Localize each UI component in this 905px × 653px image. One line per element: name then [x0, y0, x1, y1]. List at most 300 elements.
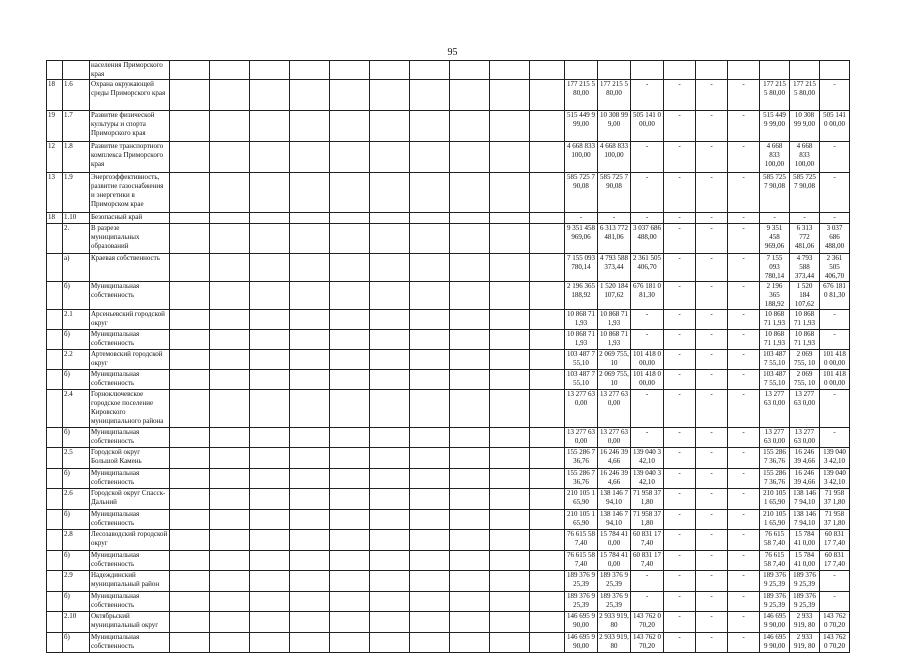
empty-cell	[250, 61, 290, 80]
amount-cell: 138 146 7 94,10	[598, 510, 631, 530]
empty-cell	[490, 612, 530, 633]
empty-cell	[330, 428, 370, 448]
amount-cell: 16 246 39 4,66	[790, 469, 820, 489]
amount-cell: -	[728, 173, 760, 213]
empty-cell	[450, 350, 490, 370]
empty-cell	[210, 469, 250, 489]
empty-cell	[410, 530, 450, 551]
empty-cell	[490, 469, 530, 489]
empty-cell	[330, 551, 370, 571]
empty-cell	[250, 80, 290, 111]
amount-cell: 146 695 9 90,00	[565, 612, 598, 633]
amount-cell: -	[820, 142, 850, 173]
empty-cell	[290, 510, 330, 530]
amount-cell: -	[728, 551, 760, 571]
table-row	[47, 142, 850, 173]
section-number-cell: 1.8	[63, 142, 90, 173]
amount-cell: -	[664, 530, 696, 551]
empty-cell	[330, 530, 370, 551]
row-index-cell	[47, 282, 63, 310]
empty-cell	[250, 254, 290, 282]
amount-cell: -	[631, 80, 664, 111]
amount-cell: -	[728, 390, 760, 428]
amount-cell: -	[696, 282, 728, 310]
empty-cell	[410, 489, 450, 510]
amount-cell: -	[728, 224, 760, 254]
row-index-cell	[47, 551, 63, 571]
section-number-cell: 2.	[63, 224, 90, 254]
empty-cell	[250, 571, 290, 592]
empty-cell	[490, 510, 530, 530]
amount-cell: 2 069 755, 10	[790, 370, 820, 390]
table-row	[47, 510, 850, 530]
table-row	[47, 173, 850, 213]
empty-cell	[530, 633, 565, 653]
amount-cell: 10 868 71 1,93	[760, 330, 790, 350]
amount-cell: 585 725 7 90,08	[790, 173, 820, 213]
amount-cell: 101 418 0 00,00	[820, 350, 850, 370]
empty-cell	[410, 111, 450, 142]
amount-cell: -	[664, 571, 696, 592]
amount-cell: 3 037 686 488,00	[631, 224, 664, 254]
amount-cell: 13 277 63 0,00	[790, 428, 820, 448]
empty-cell	[250, 224, 290, 254]
amount-cell: 2 069 755, 10	[790, 350, 820, 370]
amount-cell: 146 695 9 90,00	[565, 633, 598, 653]
amount-cell: 189 376 9 25,39	[760, 571, 790, 592]
empty-cell	[290, 330, 330, 350]
row-index-cell	[47, 530, 63, 551]
section-number-cell: 2.1	[63, 310, 90, 330]
amount-cell: 155 286 7 36,76	[565, 448, 598, 469]
amount-cell: 15 784 41 0,00	[598, 530, 631, 551]
amount-cell: -	[664, 254, 696, 282]
empty-cell	[170, 390, 210, 428]
amount-cell: -	[664, 173, 696, 213]
row-index-cell	[47, 370, 63, 390]
row-name-cell: Городской округ Спасск-Дальний	[90, 489, 170, 510]
row-index-cell	[47, 330, 63, 350]
amount-cell: -	[696, 448, 728, 469]
amount-cell: 2 361 505 406,70	[631, 254, 664, 282]
empty-cell	[170, 612, 210, 633]
row-index-cell	[47, 571, 63, 592]
row-name-cell: Муниципальная собственность	[90, 633, 170, 653]
amount-cell: -	[820, 428, 850, 448]
amount-cell: 9 351 458 969,06	[760, 224, 790, 254]
row-name-cell: Муниципальная собственность	[90, 370, 170, 390]
amount-cell: 515 449 9 99,00	[565, 111, 598, 142]
empty-cell	[290, 489, 330, 510]
amount-cell: 189 376 9 25,39	[598, 592, 631, 612]
amount-cell: -	[664, 612, 696, 633]
empty-cell	[330, 350, 370, 370]
amount-cell	[598, 61, 631, 80]
amount-cell: 1 520 184 107,62	[598, 282, 631, 310]
amount-cell: -	[631, 142, 664, 173]
row-name-cell: Надеждинский муниципальный район	[90, 571, 170, 592]
amount-cell: 10 308 99 9,00	[598, 111, 631, 142]
amount-cell: 4 668 833 100,00	[760, 142, 790, 173]
amount-cell: -	[820, 571, 850, 592]
empty-cell	[490, 80, 530, 111]
empty-cell	[530, 213, 565, 224]
empty-cell	[170, 530, 210, 551]
amount-cell: -	[696, 571, 728, 592]
row-index-cell	[47, 612, 63, 633]
amount-cell: 515 449 9 99,00	[760, 111, 790, 142]
empty-cell	[490, 330, 530, 350]
empty-cell	[530, 428, 565, 448]
amount-cell: -	[728, 448, 760, 469]
empty-cell	[210, 350, 250, 370]
section-number-cell: а)	[63, 254, 90, 282]
amount-cell: 585 725 7 90,08	[598, 173, 631, 213]
table-row	[47, 633, 850, 653]
row-name-cell: Арсеньевский городской округ	[90, 310, 170, 330]
empty-cell	[450, 489, 490, 510]
empty-cell	[170, 510, 210, 530]
empty-cell	[290, 469, 330, 489]
amount-cell: -	[696, 213, 728, 224]
empty-cell	[330, 213, 370, 224]
empty-cell	[370, 530, 410, 551]
empty-cell	[330, 111, 370, 142]
amount-cell: 4 793 588 373,44	[790, 254, 820, 282]
amount-cell: 6 313 772 481,06	[598, 224, 631, 254]
table-row	[47, 448, 850, 469]
amount-cell: 3 037 686 488,00	[820, 224, 850, 254]
empty-cell	[410, 173, 450, 213]
empty-cell	[250, 428, 290, 448]
amount-cell: 13 277 63 0,00	[790, 390, 820, 428]
amount-cell: 7 155 093 780,14	[565, 254, 598, 282]
table-row	[47, 80, 850, 111]
empty-cell	[290, 592, 330, 612]
row-index-cell: 18	[47, 80, 63, 111]
amount-cell: 676 181 0 81,30	[631, 282, 664, 310]
empty-cell	[490, 282, 530, 310]
amount-cell: -	[696, 530, 728, 551]
amount-cell: 155 286 7 36,76	[760, 448, 790, 469]
empty-cell	[210, 428, 250, 448]
amount-cell: 4 793 588 373,44	[598, 254, 631, 282]
amount-cell: -	[728, 469, 760, 489]
amount-cell: 210 105 1 65,90	[565, 510, 598, 530]
amount-cell: 2 933 919, 80	[598, 612, 631, 633]
row-index-cell	[47, 448, 63, 469]
empty-cell	[370, 224, 410, 254]
empty-cell	[250, 142, 290, 173]
table-row	[47, 330, 850, 350]
table-row	[47, 370, 850, 390]
empty-cell	[530, 111, 565, 142]
amount-cell: 138 146 7 94,10	[790, 489, 820, 510]
amount-cell: -	[728, 80, 760, 111]
amount-cell: -	[631, 173, 664, 213]
empty-cell	[290, 612, 330, 633]
amount-cell: -	[664, 330, 696, 350]
amount-cell: -	[565, 213, 598, 224]
amount-cell: 4 668 833 100,00	[790, 142, 820, 173]
amount-cell: 2 933 919, 80	[790, 612, 820, 633]
amount-cell: 101 418 0 00,00	[631, 350, 664, 370]
empty-cell	[210, 173, 250, 213]
section-number-cell: 2.4	[63, 390, 90, 428]
empty-cell	[490, 224, 530, 254]
amount-cell: -	[820, 213, 850, 224]
amount-cell: -	[631, 592, 664, 612]
amount-cell: -	[696, 111, 728, 142]
section-number-cell: 2.5	[63, 448, 90, 469]
empty-cell	[170, 61, 210, 80]
empty-cell	[490, 142, 530, 173]
row-name-cell: Безопасный край	[90, 213, 170, 224]
amount-cell: 13 277 63 0,00	[565, 390, 598, 428]
empty-cell	[330, 224, 370, 254]
empty-cell	[450, 111, 490, 142]
amount-cell: 10 868 71 1,93	[565, 310, 598, 330]
empty-cell	[210, 612, 250, 633]
amount-cell: 146 695 9 90,00	[760, 612, 790, 633]
amount-cell: 76 615 58 7,40	[760, 551, 790, 571]
empty-cell	[330, 633, 370, 653]
row-name-cell: Октябрьский муниципальный округ	[90, 612, 170, 633]
empty-cell	[490, 489, 530, 510]
empty-cell	[250, 510, 290, 530]
empty-cell	[170, 571, 210, 592]
empty-cell	[490, 448, 530, 469]
empty-cell	[530, 61, 565, 80]
empty-cell	[170, 330, 210, 350]
amount-cell: 13 277 63 0,00	[598, 390, 631, 428]
empty-cell	[370, 370, 410, 390]
amount-cell: 189 376 9 25,39	[565, 592, 598, 612]
row-index-cell: 12	[47, 142, 63, 173]
empty-cell	[450, 571, 490, 592]
amount-cell: 2 361 505 406,70	[820, 254, 850, 282]
amount-cell: 4 668 833 100,00	[598, 142, 631, 173]
amount-cell: 143 762 0 70,20	[820, 612, 850, 633]
row-index-cell	[47, 510, 63, 530]
amount-cell: 177 215 5 80,00	[760, 80, 790, 111]
empty-cell	[250, 213, 290, 224]
amount-cell: -	[664, 310, 696, 330]
empty-cell	[210, 592, 250, 612]
empty-cell	[530, 224, 565, 254]
row-name-cell: Городской округ Большой Камень	[90, 448, 170, 469]
amount-cell: 2 196 365 188,92	[760, 282, 790, 310]
empty-cell	[370, 80, 410, 111]
amount-cell: 138 146 7 94,10	[790, 510, 820, 530]
table-row	[47, 428, 850, 448]
empty-cell	[450, 428, 490, 448]
empty-cell	[210, 530, 250, 551]
empty-cell	[450, 510, 490, 530]
empty-cell	[450, 390, 490, 428]
table-row	[47, 390, 850, 428]
amount-cell: 9 351 458 969,06	[565, 224, 598, 254]
amount-cell: 10 868 71 1,93	[598, 310, 631, 330]
amount-cell: -	[664, 142, 696, 173]
empty-cell	[330, 571, 370, 592]
empty-cell	[530, 530, 565, 551]
amount-cell: -	[728, 370, 760, 390]
amount-cell	[565, 61, 598, 80]
section-number-cell: б)	[63, 282, 90, 310]
empty-cell	[170, 142, 210, 173]
empty-cell	[250, 330, 290, 350]
row-name-cell: Краевая собственность	[90, 254, 170, 282]
amount-cell: 138 146 7 94,10	[598, 489, 631, 510]
amount-cell	[820, 61, 850, 80]
amount-cell: -	[728, 592, 760, 612]
empty-cell	[490, 390, 530, 428]
amount-cell: -	[696, 551, 728, 571]
empty-cell	[410, 390, 450, 428]
empty-cell	[330, 282, 370, 310]
page-number: 95	[447, 47, 458, 58]
section-number-cell: 1.6	[63, 80, 90, 111]
row-name-cell: Горноключевское городское поселение Кировского муниципального района	[90, 390, 170, 428]
amount-cell: -	[664, 213, 696, 224]
amount-cell: -	[728, 111, 760, 142]
empty-cell	[450, 254, 490, 282]
amount-cell	[696, 61, 728, 80]
empty-cell	[170, 428, 210, 448]
empty-cell	[410, 428, 450, 448]
empty-cell	[410, 612, 450, 633]
section-number-cell: 2.8	[63, 530, 90, 551]
section-number-cell: б)	[63, 428, 90, 448]
amount-cell: 76 615 58 7,40	[565, 551, 598, 571]
amount-cell: 2 933 919, 80	[790, 633, 820, 653]
row-name-cell: Муниципальная собственность	[90, 282, 170, 310]
empty-cell	[370, 510, 410, 530]
empty-cell	[530, 551, 565, 571]
amount-cell: 177 215 5 80,00	[565, 80, 598, 111]
amount-cell: 101 418 0 00,00	[820, 370, 850, 390]
amount-cell: 2 069 755, 10	[598, 350, 631, 370]
amount-cell	[790, 61, 820, 80]
empty-cell	[290, 254, 330, 282]
section-number-cell: б)	[63, 633, 90, 653]
section-number-cell: 2.9	[63, 571, 90, 592]
empty-cell	[450, 61, 490, 80]
amount-cell: -	[664, 469, 696, 489]
empty-cell	[530, 330, 565, 350]
empty-cell	[370, 489, 410, 510]
amount-cell: 4 668 833 100,00	[565, 142, 598, 173]
amount-cell: 15 784 41 0,00	[598, 551, 631, 571]
table-row	[47, 310, 850, 330]
amount-cell: 189 376 9 25,39	[790, 571, 820, 592]
empty-cell	[290, 350, 330, 370]
table-row	[47, 489, 850, 510]
empty-cell	[410, 142, 450, 173]
amount-cell	[664, 61, 696, 80]
empty-cell	[530, 80, 565, 111]
amount-cell: 676 181 0 81,30	[820, 282, 850, 310]
amount-cell: -	[820, 390, 850, 428]
amount-cell: -	[664, 448, 696, 469]
empty-cell	[450, 173, 490, 213]
empty-cell	[330, 310, 370, 330]
empty-cell	[330, 370, 370, 390]
empty-cell	[450, 80, 490, 111]
amount-cell: 16 246 39 4,66	[790, 448, 820, 469]
amount-cell: -	[820, 310, 850, 330]
empty-cell	[170, 350, 210, 370]
empty-cell	[450, 592, 490, 612]
row-name-cell: Муниципальная собственность	[90, 330, 170, 350]
amount-cell: -	[664, 428, 696, 448]
amount-cell: 505 141 0 00,00	[820, 111, 850, 142]
budget-table	[46, 60, 850, 653]
amount-cell: -	[664, 510, 696, 530]
row-name-cell: Охрана окружающей среды Приморского края	[90, 80, 170, 111]
empty-cell	[410, 80, 450, 111]
amount-cell: 189 376 9 25,39	[565, 571, 598, 592]
empty-cell	[370, 254, 410, 282]
amount-cell: -	[696, 612, 728, 633]
empty-cell	[210, 370, 250, 390]
amount-cell: 13 277 63 0,00	[565, 428, 598, 448]
empty-cell	[370, 592, 410, 612]
empty-cell	[450, 530, 490, 551]
empty-cell	[370, 213, 410, 224]
empty-cell	[370, 330, 410, 350]
table-row	[47, 111, 850, 142]
row-index-cell	[47, 469, 63, 489]
amount-cell: -	[820, 592, 850, 612]
amount-cell: 585 725 7 90,08	[760, 173, 790, 213]
row-index-cell: 18	[47, 213, 63, 224]
empty-cell	[330, 469, 370, 489]
row-name-cell: В разрезе муниципальных образований	[90, 224, 170, 254]
empty-cell	[210, 224, 250, 254]
amount-cell: -	[696, 469, 728, 489]
empty-cell	[530, 448, 565, 469]
empty-cell	[490, 213, 530, 224]
amount-cell: 139 040 3 42,10	[631, 448, 664, 469]
empty-cell	[530, 370, 565, 390]
amount-cell: -	[664, 551, 696, 571]
amount-cell: -	[728, 254, 760, 282]
row-name-cell: населения Приморского края	[90, 61, 170, 80]
row-name-cell: Развитие физической культуры и спорта Приморского края	[90, 111, 170, 142]
section-number-cell: б)	[63, 551, 90, 571]
empty-cell	[290, 571, 330, 592]
row-index-cell	[47, 254, 63, 282]
empty-cell	[290, 80, 330, 111]
amount-cell: 10 868 71 1,93	[760, 310, 790, 330]
empty-cell	[330, 330, 370, 350]
empty-cell	[490, 592, 530, 612]
amount-cell: 189 376 9 25,39	[760, 592, 790, 612]
empty-cell	[410, 61, 450, 80]
amount-cell: 210 105 1 65,90	[760, 489, 790, 510]
empty-cell	[170, 633, 210, 653]
amount-cell: -	[598, 213, 631, 224]
empty-cell	[490, 254, 530, 282]
empty-cell	[450, 282, 490, 310]
empty-cell	[250, 370, 290, 390]
table-row	[47, 350, 850, 370]
amount-cell: 15 784 41 0,00	[790, 530, 820, 551]
empty-cell	[450, 142, 490, 173]
amount-cell: -	[728, 428, 760, 448]
